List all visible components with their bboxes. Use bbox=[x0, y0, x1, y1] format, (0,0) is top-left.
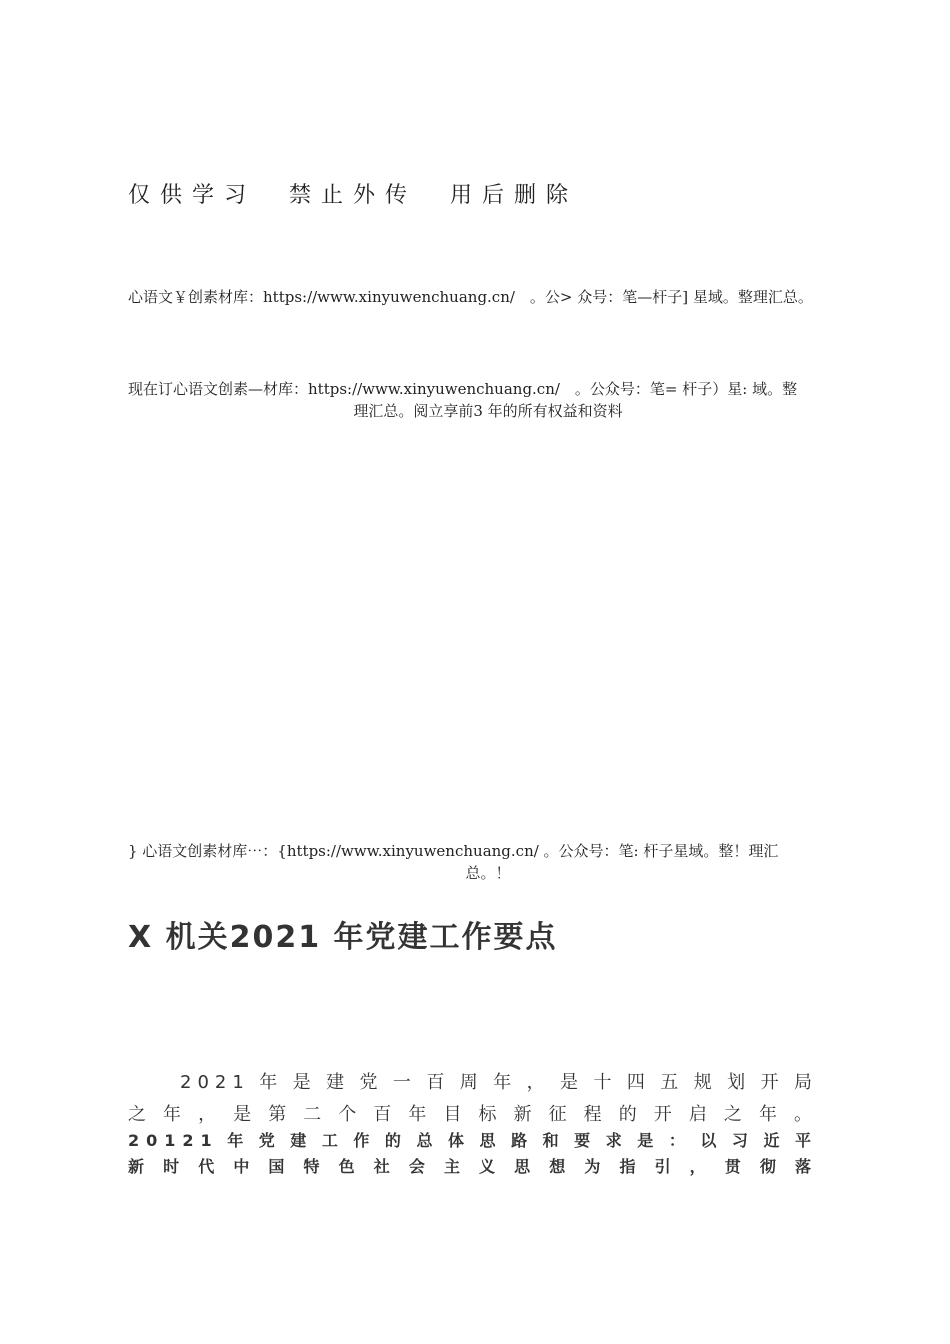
watermark-note-3 bbox=[128, 840, 848, 884]
paragraph-2-line-1: 20121年党建工作的总体思路和要求是：以习近平 bbox=[128, 1131, 818, 1150]
paragraph-2-line-2: 新时代中国特色社会主义思想为指引，贯彻落 bbox=[128, 1157, 818, 1176]
header-part-1: 仅供学习 bbox=[128, 183, 257, 208]
watermark-note-2-line-2: 理汇总。阅立享前3 年的所有权益和资料 bbox=[353, 402, 623, 420]
paragraph-1-line-2: 之年，是第二个百年目标新征程的开启之年。 bbox=[128, 1104, 818, 1125]
header-part-2: 禁止外传 bbox=[289, 183, 418, 208]
paragraph-1-line-1: 2021年是建党一百周年，是十四五规划开局 bbox=[180, 1072, 818, 1093]
paragraph-1 bbox=[128, 1068, 818, 1132]
header-part-3: 用后删除 bbox=[450, 183, 579, 208]
header-warning bbox=[128, 178, 594, 209]
paragraph-2 bbox=[128, 1128, 818, 1180]
watermark-note-2-line-1: 现在订心语文创素—材库：https://www.xinyuwenchuang.cn/ 。公众号：笔= 杆子）星: 域。整 bbox=[128, 380, 798, 398]
watermark-note-3-line-1: } 心语文创素材库⋯：{https://www.xinyuwenchuang.cn/ 。公众号：笔: 杆子星域。整！理汇 bbox=[128, 842, 779, 860]
document-title: X 机关2021 年党建工作要点 bbox=[128, 920, 558, 955]
watermark-note-3-line-2: 总。！ bbox=[465, 864, 511, 882]
watermark-note-1: 心语文￥创素材库：https://www.xinyuwenchuang.cn/ 。公> 众号：笔—杆子] 星域。整理汇总。 bbox=[128, 288, 813, 306]
watermark-note-2 bbox=[128, 378, 848, 422]
